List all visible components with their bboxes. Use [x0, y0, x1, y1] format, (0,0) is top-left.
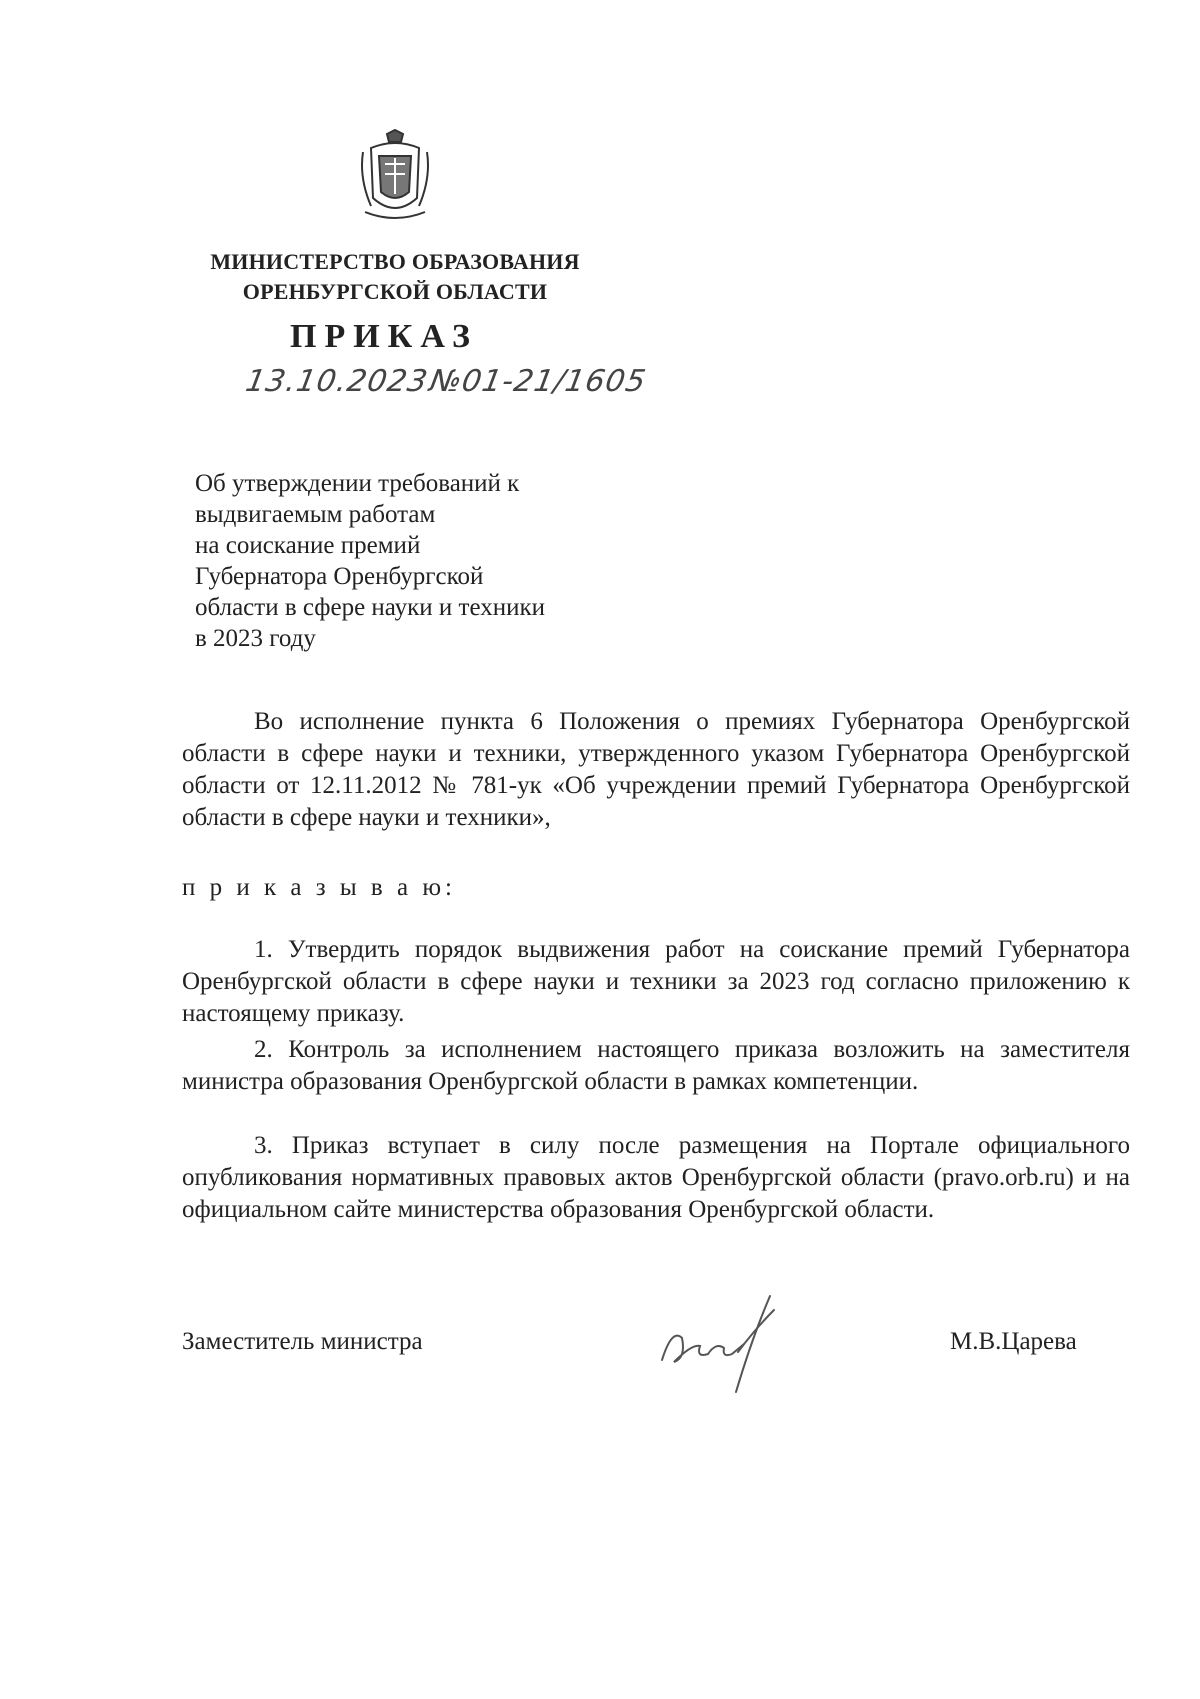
order-number: №01-21/1605: [426, 364, 649, 399]
order-item-1: 1. Утвердить порядок выдвижения работ на соискание премий Губернатора Оренбургской области в сфере науки и техники за 2023 год согласно приложению к настоящему приказу.: [182, 936, 1130, 1027]
document-type: ПРИКАЗ: [290, 318, 478, 355]
order-word: п р и к а з ы в а ю:: [182, 874, 456, 901]
coat-of-arms-icon: [357, 128, 433, 224]
subject-line: в 2023 году: [195, 625, 316, 652]
ministry-line-1: МИНИСТЕРСТВО ОБРАЗОВАНИЯ: [210, 249, 580, 274]
subject-line: Губернатора Оренбургской: [195, 563, 484, 590]
handwritten-signature: [652, 1288, 802, 1398]
order-item-3: 3. Приказ вступает в силу после размещения на Портале официального опубликования нормативных правовых актов Оренбургской области (pravo.orb.ru) и на официальном сайте министерства образования Оренбургской области.: [182, 1132, 1130, 1223]
ministry-name: [180, 247, 610, 307]
order-subject: [195, 468, 615, 654]
ministry-line-2: ОРЕНБУРГСКОЙ ОБЛАСТИ: [242, 279, 548, 304]
signatory-name: М.В.Царева: [950, 1328, 1077, 1355]
subject-line: выдвигаемым работам: [195, 501, 436, 528]
preamble-paragraph: Во исполнение пункта 6 Положения о премиях Губернатора Оренбургской области в сфере науки и техники, утвержденного указом Губернатора Оренбургской области от 12.11.2012 № 781-ук «Об учреждении премий Губернатора Оренбургской области в сфере науки и техники»,: [182, 708, 1130, 831]
subject-line: области в сфере науки и техники: [195, 594, 545, 621]
subject-line: Об утверждении требований к: [195, 470, 520, 497]
order-item-2: 2. Контроль за исполнением настоящего приказа возложить на заместителя министра образования Оренбургской области в рамках компетенции.: [182, 1036, 1130, 1095]
subject-line: на соискание премий: [195, 532, 421, 559]
signatory-role: Заместитель министра: [182, 1328, 423, 1355]
order-date: 13.10.2023: [242, 364, 431, 399]
